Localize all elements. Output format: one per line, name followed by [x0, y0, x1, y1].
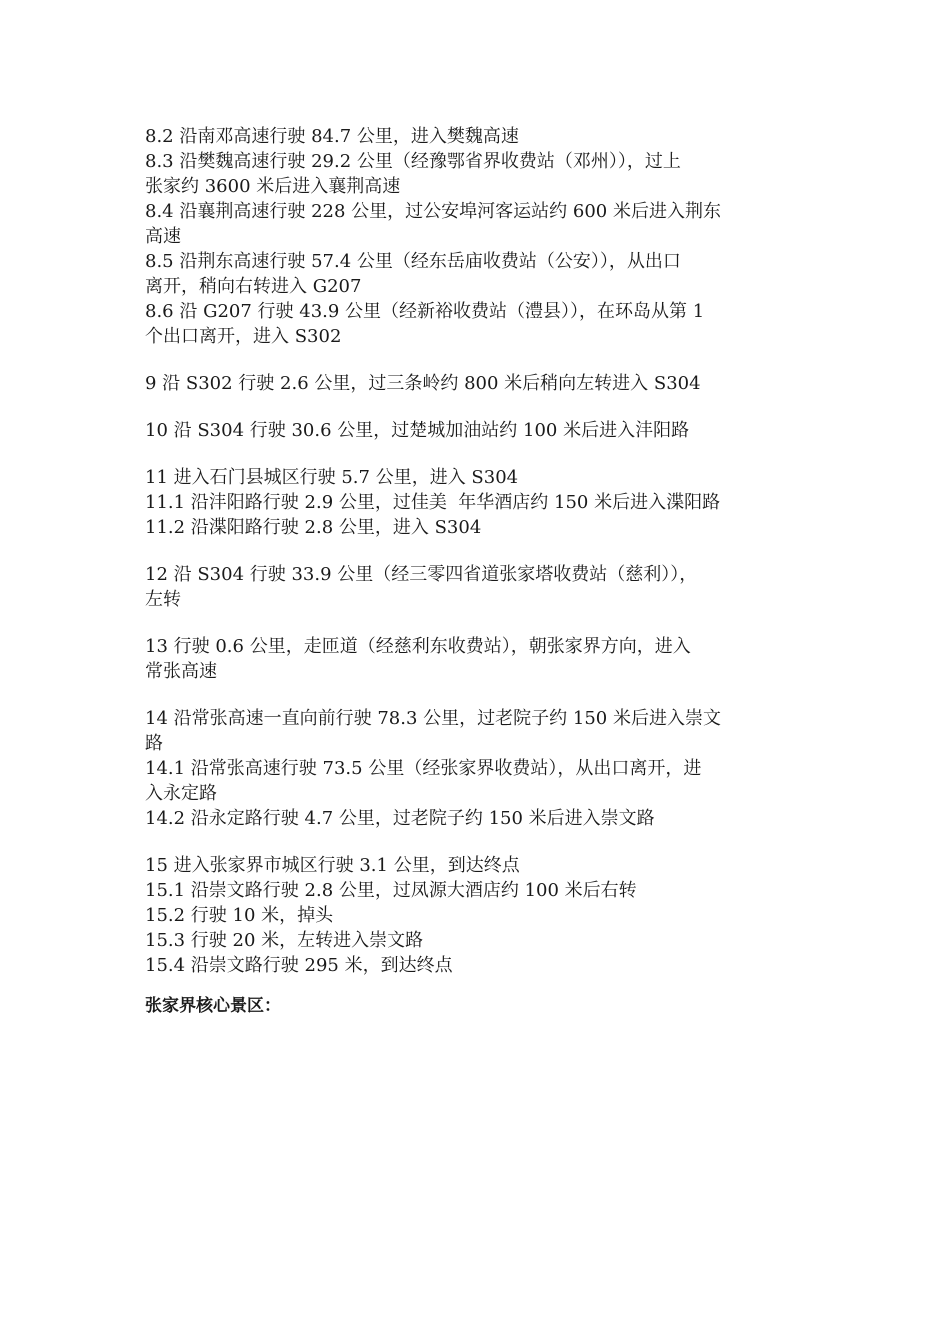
route-block: [145, 706, 815, 831]
route-line: 11 进入石门县城区行驶 5.7 公里，进入 S304: [145, 467, 519, 488]
route-line: 9 沿 S302 行驶 2.6 公里，过三条岭约 800 米后稍向左转进入 S304: [145, 373, 701, 394]
spacer: [145, 612, 815, 634]
route-line: 15.3 行驶 20 米，左转进入崇文路: [145, 930, 424, 951]
spacer: [145, 540, 815, 562]
route-line: 8.3 沿樊魏高速行驶 29.2 公里（经豫鄂省界收费站（邓州）），过上: [145, 151, 681, 172]
route-line: 入永定路: [145, 783, 217, 804]
document-body: [145, 124, 815, 1019]
route-line: 14.1 沿常张高速行驶 73.5 公里（经张家界收费站），从出口离开，进: [145, 758, 702, 779]
route-line: 15.4 沿崇文路行驶 295 米，到达终点: [145, 955, 453, 976]
route-line: 11.2 沿渫阳路行驶 2.8 公里，进入 S304: [145, 517, 482, 538]
route-line: 离开，稍向右转进入 G207: [145, 276, 362, 297]
route-line: 11.1 沿沣阳路行驶 2.9 公里，过佳美 年华酒店约 150 米后进入渫阳路: [145, 492, 721, 513]
spacer: [145, 349, 815, 371]
route-line: 路: [145, 733, 163, 754]
spacer: [145, 396, 815, 418]
section-heading: 张家界核心景区：: [145, 996, 281, 1016]
route-line: 常张高速: [145, 661, 217, 682]
route-line: 15.2 行驶 10 米，掉头: [145, 905, 334, 926]
route-block: [145, 124, 815, 349]
route-line: 8.5 沿荆东高速行驶 57.4 公里（经东岳庙收费站（公安）），从出口: [145, 251, 681, 272]
route-line: 14.2 沿永定路行驶 4.7 公里，过老院子约 150 米后进入崇文路: [145, 808, 655, 829]
spacer: [145, 443, 815, 465]
route-block: [145, 465, 815, 540]
route-line: 张家约 3600 米后进入襄荆高速: [145, 176, 401, 197]
route-line: 左转: [145, 589, 181, 610]
route-line: 15 进入张家界市城区行驶 3.1 公里，到达终点: [145, 855, 520, 876]
route-line: 15.1 沿崇文路行驶 2.8 公里，过凤源大酒店约 100 米后右转: [145, 880, 637, 901]
route-line: 8.2 沿南邓高速行驶 84.7 公里，进入樊魏高速: [145, 126, 519, 147]
route-line: 14 沿常张高速一直向前行驶 78.3 公里，过老院子约 150 米后进入崇文: [145, 708, 721, 729]
route-block: [145, 634, 815, 684]
route-block: [145, 371, 815, 396]
spacer: [145, 831, 815, 853]
route-block: [145, 418, 815, 443]
route-line: 个出口离开，进入 S302: [145, 326, 342, 347]
route-line: 12 沿 S304 行驶 33.9 公里（经三零四省道张家塔收费站（慈利）），: [145, 564, 698, 585]
route-block: [145, 562, 815, 612]
route-line: 8.6 沿 G207 行驶 43.9 公里（经新裕收费站（澧县）），在环岛从第 1: [145, 301, 705, 322]
route-line: 13 行驶 0.6 公里，走匝道（经慈利东收费站），朝张家界方向，进入: [145, 636, 691, 657]
route-line: 10 沿 S304 行驶 30.6 公里，过楚城加油站约 100 米后进入沣阳路: [145, 420, 690, 441]
route-line: 高速: [145, 226, 181, 247]
spacer: [145, 684, 815, 706]
route-line: 8.4 沿襄荆高速行驶 228 公里，过公安埠河客运站约 600 米后进入荆东: [145, 201, 721, 222]
route-block: [145, 853, 815, 978]
